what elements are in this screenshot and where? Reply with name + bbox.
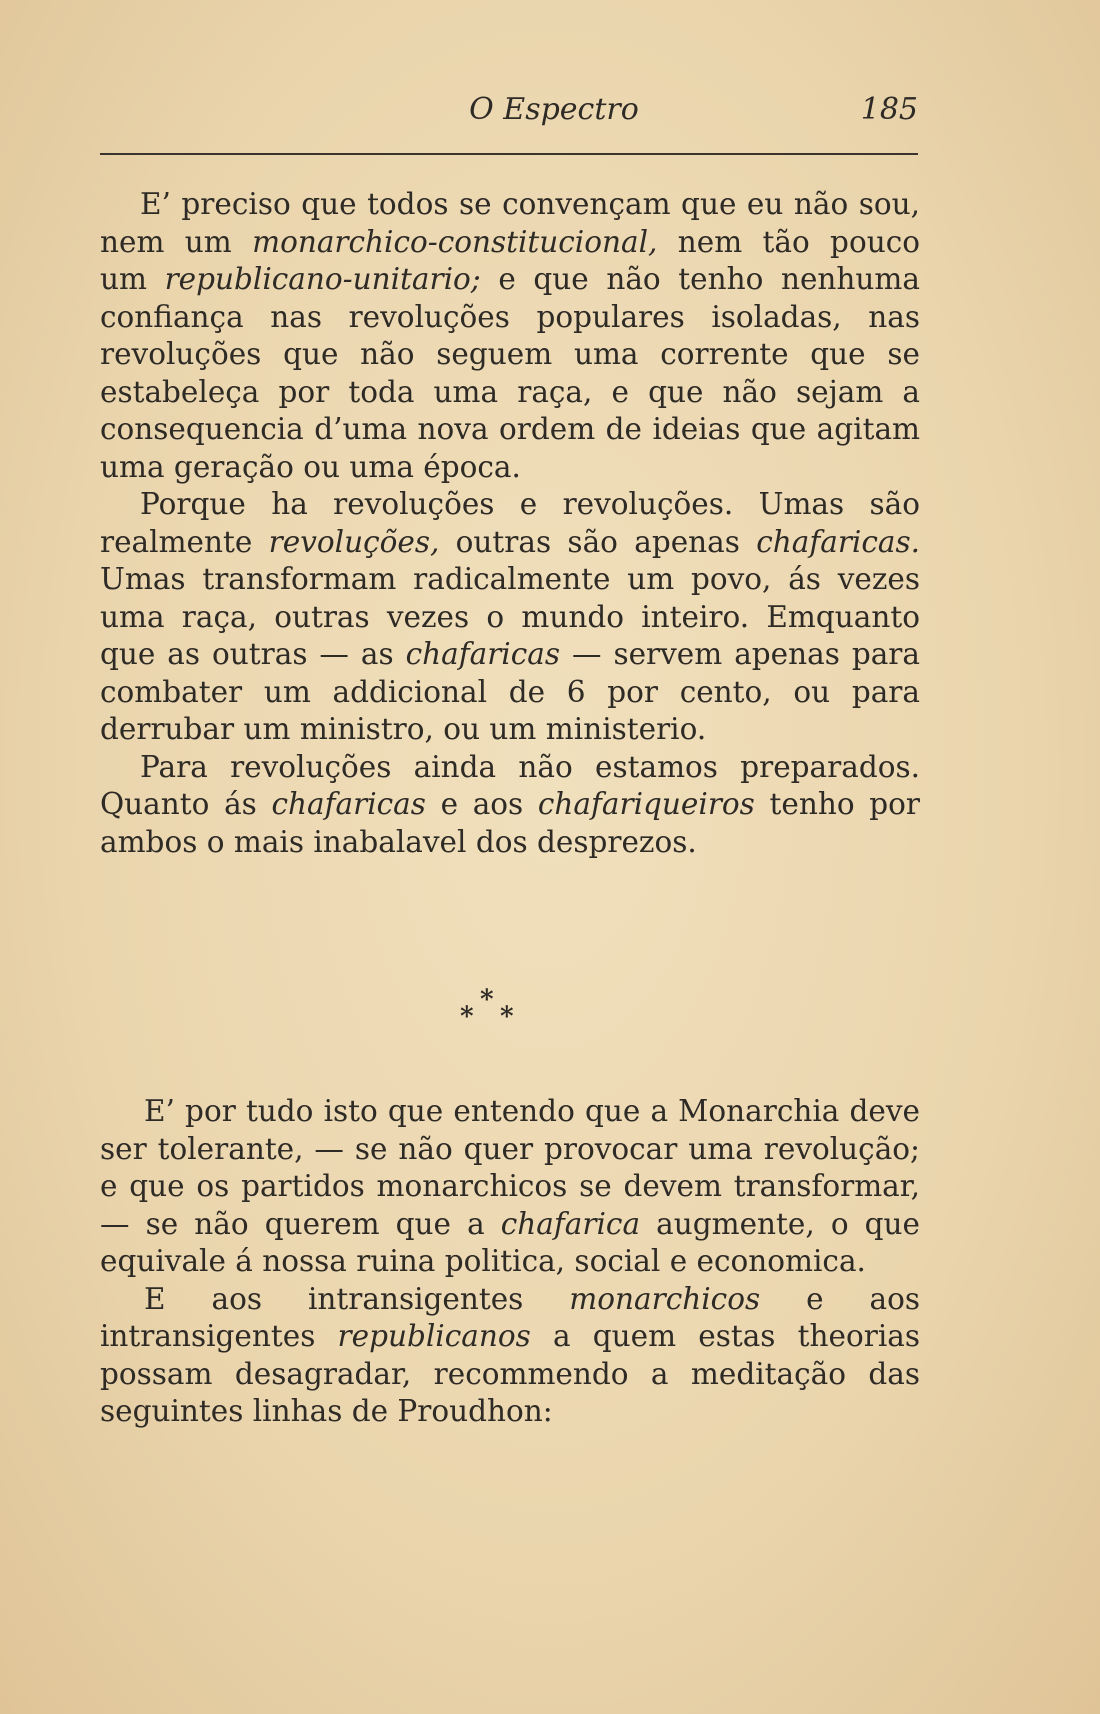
text-run: Para revoluções ainda não estamos preparados. Quanto ás [100,749,920,821]
text-run: augmente, o que equivale á nossa ruina politica, social e economica. [100,1206,921,1278]
paragraph-2 [100,486,920,749]
text-run: nem tão pouco um [100,224,920,296]
asterism-separator [460,985,580,1035]
italic-run: monarchicos [569,1281,761,1316]
italic-run: chafarica [500,1206,641,1241]
text-run: Umas transformam radicalmente um povo, ás vezes uma raça, outras vezes o mundo inteiro. Emquanto que as outras — as [100,562,920,671]
asterisk: * [500,1002,514,1032]
page-header [100,92,918,132]
asterisk: * [460,1002,474,1032]
paragraph-1 [100,186,920,486]
italic-run: chafaricas [405,637,560,671]
header-rule [100,153,918,155]
text-run: tenho por ambos o mais inabalavel dos desprezos. [100,787,921,859]
text-run: — servem apenas para combater um addicional de 6 por cento, ou para derrubar um ministro, ou um ministerio. [100,637,920,746]
paragraph-5 [100,1281,920,1431]
text-run: Porque ha revoluções e revoluções. Umas são realmente [100,487,920,559]
italic-run: chafariqueiros [537,787,755,821]
page-number: 185 [860,92,918,127]
body-text-section-2 [100,1093,920,1431]
text-run: outras são apenas [439,524,757,559]
text-run: e aos [425,787,538,821]
running-title: O Espectro [469,92,639,127]
paragraph-3 [100,749,920,862]
italic-run: republicano-unitario; [164,262,481,296]
text-run: E’ por tudo isto que entendo que a Monarchia deve ser tolerante, — se não quer provocar uma revolução; e que os partidos monarchicos se devem transformar, — se não querem que a [100,1094,920,1241]
body-text-section-1 [100,186,920,861]
italic-run: chafaricas [271,787,426,821]
italic-run: republicanos [337,1319,531,1353]
asterisk: * [480,985,494,1015]
italic-run: chafaricas. [756,524,920,559]
italic-run: monarchico-constitucional, [252,224,658,259]
text-run: E aos intransigentes [144,1281,570,1316]
italic-run: revoluções, [268,524,440,559]
text-run: E’ preciso que todos se convençam que eu não sou, nem um [100,187,920,259]
text-run: a quem estas theorias possam desagradar, recommendo a meditação das seguintes linhas de Proudhon: [100,1319,920,1428]
text-run: e aos intransigentes [100,1281,921,1353]
paragraph-4 [100,1093,920,1281]
text-run: e que não tenho nenhuma confiança nas revoluções populares isoladas, nas revoluções que não seguem uma corrente que se estabeleça por toda uma raça, e que não sejam a consequencia d’uma nova ordem de ideias que agitam uma geração ou uma época. [100,262,920,484]
